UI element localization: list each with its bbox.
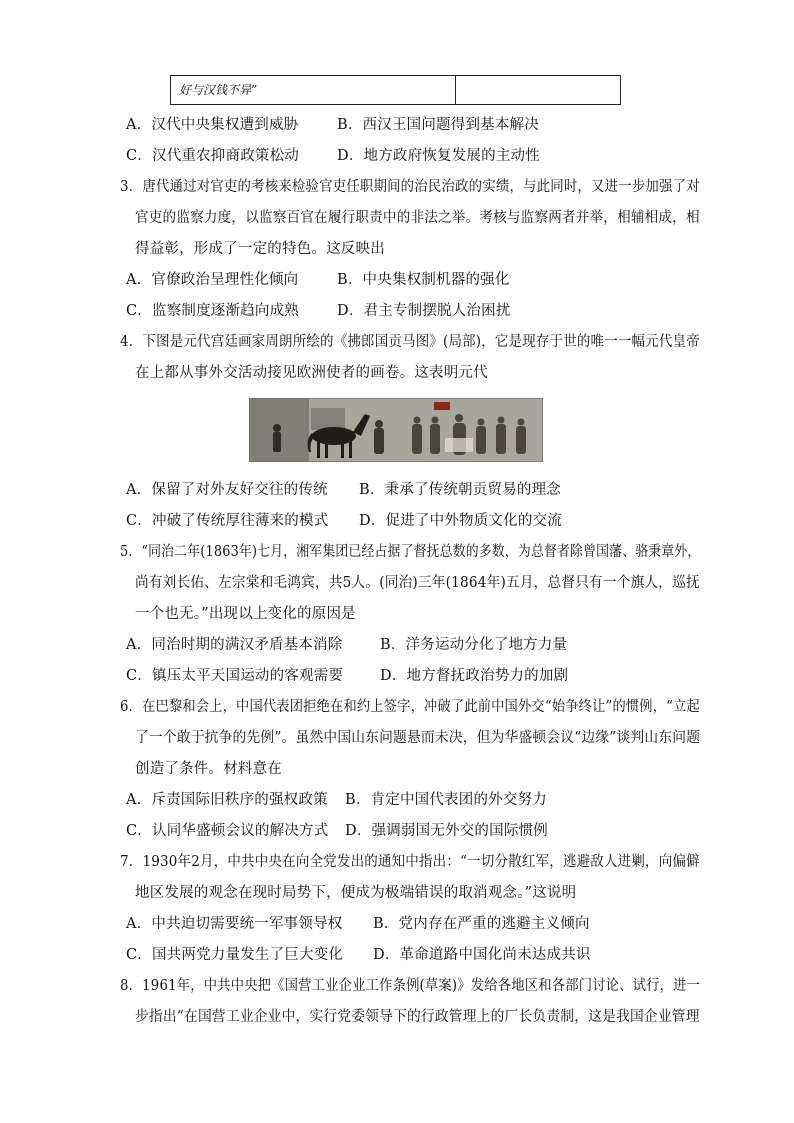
q4-option-a: A．保留了对外友好交往的传统: [126, 482, 328, 498]
q3-stem-line2: 官吏的监察力度，以监察百官在履行职责中的非法之举。考核与监察两者并举，相辅相成，相: [135, 210, 700, 226]
q6-option-a: A．斥责国际旧秩序的强权政策: [126, 792, 328, 808]
q5-stem-line3: 一个也无。”出现以上变化的原因是: [135, 606, 356, 622]
q8-stem-line1: 8．1961年，中共中央把《国营工业企业工作条例(草案)》发给各地区和各部门讨论、试行，进一: [120, 978, 701, 994]
q7-option-c: C．国共两党力量发生了巨大变化: [126, 947, 344, 963]
q5-option-d: D．地方督抚政治势力的加剧: [380, 668, 569, 684]
q7-option-d: D．革命道路中国化尚未达成共识: [373, 947, 591, 963]
table-cell-quote: 好与汉钱不异”: [171, 76, 456, 104]
painting-robe-highlight: [445, 438, 473, 452]
q6-stem-line3: 创造了条件。材料意在: [135, 761, 282, 777]
q3-stem-line3: 得益彰，形成了一定的特色。这反映出: [135, 241, 385, 257]
q7-stem-line1: 7．1930年2月，中共中央在向全党发出的通知中指出：“一切分散红军，逃避敌人进剿，向偏僻: [120, 854, 700, 870]
q2-option-a: A．汉代中央集权遭到威胁: [126, 117, 299, 133]
q7-option-a: A．中共迫切需要统一军事领导权: [126, 916, 343, 932]
q2-option-b: B．西汉王国问题得到基本解决: [337, 117, 539, 133]
q8-stem-line2: 步指出“在国营工业企业中，实行党委领导下的行政管理上的厂长负责制，这是我国企业管理: [135, 1009, 700, 1025]
painting-groom-figure: [374, 420, 384, 454]
quoted-material-table-row: [170, 75, 621, 105]
q5-option-c: C．镇压太平天国运动的客观需要: [126, 668, 344, 684]
q4-stem-line2: 在上都从事外交活动接见欧洲使者的画卷。这表明元代: [135, 365, 488, 381]
painting-inscription-block: [311, 408, 345, 430]
painting-seal-stamp: [434, 402, 450, 410]
q4-option-d: D．促进了中外物质文化的交流: [359, 513, 562, 529]
q6-stem-line1: 6．在巴黎和会上，中国代表团拒绝在和约上签字，冲破了此前中国外交“始争终让”的惯例，“立起: [120, 699, 700, 715]
q2-option-c: C．汉代重农抑商政策松动: [126, 148, 299, 164]
q7-option-b: B．党内存在严重的逃避主义倾向: [373, 916, 590, 932]
q6-stem-line2: 了一个敢于抗争的先例”。虽然中国山东问题悬而未决，但为华盛顿会议“边缘”谈判山东问题: [135, 730, 701, 746]
q5-option-a: A．同治时期的满汉矛盾基本消除: [126, 637, 343, 653]
q4-option-b: B．秉承了传统朝贡贸易的理念: [359, 482, 561, 498]
tribute-horse-painting-image: [249, 398, 543, 462]
q3-option-b: B．中央集权制机器的强化: [337, 272, 510, 288]
q3-option-a: A．官僚政治呈理性化倾向: [126, 272, 299, 288]
q3-stem-line1: 3．唐代通过对官吏的考核来检验官吏任职期间的治民治政的实绩，与此同时，又进一步加强了对: [120, 179, 700, 195]
q3-option-d: D．君主专制摆脱人治困扰: [337, 303, 511, 319]
q4-stem-line1: 4．下图是元代宫廷画家周朗所绘的《拂郎国贡马图》(局部)，它是现存于世的唯一一幅元代皇帝: [120, 334, 700, 350]
q5-stem-line2: 尚有刘长佑、左宗棠和毛鸿宾，共5人。(同治)三年(1864年)五月，总督只有一个旗人，巡抚: [135, 575, 700, 591]
painting-left-figure: [273, 424, 281, 452]
q5-option-b: B．洋务运动分化了地方力量: [380, 637, 568, 653]
q6-option-b: B．肯定中国代表团的外交努力: [345, 792, 547, 808]
q2-option-d: D．地方政府恢复发展的主动性: [337, 148, 540, 164]
q4-option-c: C．冲破了传统厚往薄来的模式: [126, 513, 329, 529]
q3-option-c: C．监察制度逐渐趋向成熟: [126, 303, 299, 319]
q6-option-d: D．强调弱国无外交的国际惯例: [345, 823, 548, 839]
table-cell-empty: [456, 76, 620, 104]
q6-option-c: C．认同华盛顿会议的解决方式: [126, 823, 329, 839]
q5-stem-line1: 5．“同治二年(1863年)七月，湘军集团已经占据了督抚总数的多数，为总督者除曾国藩、骆秉章外，: [120, 544, 701, 560]
q7-stem-line2: 地区发展的观念在现时局势下，便成为极端错误的取消观念。”这说明: [135, 885, 577, 901]
